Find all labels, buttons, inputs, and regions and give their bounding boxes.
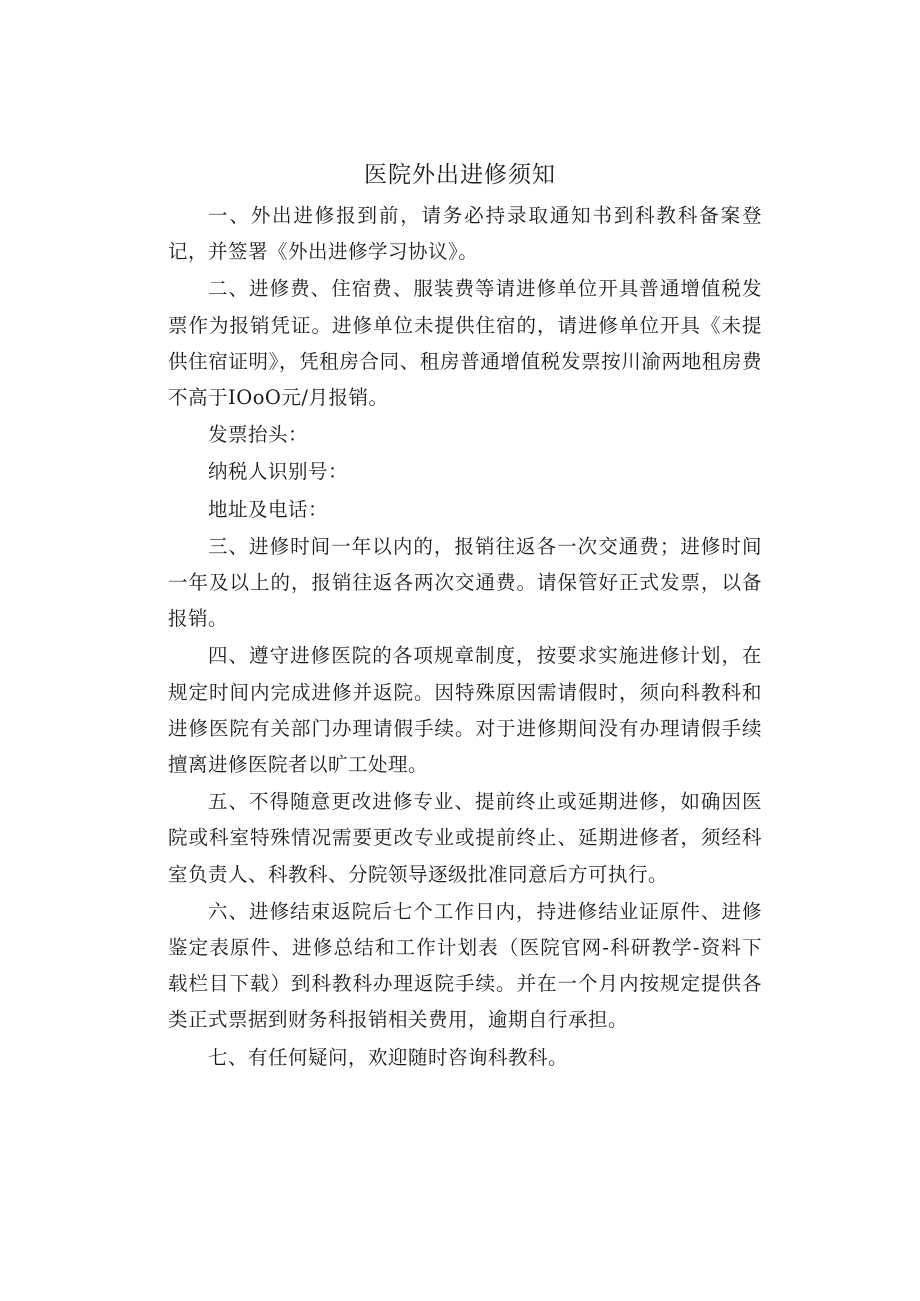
paragraph-transport: 三、进修时间一年以内的，报销往返各一次交通费；进修时间一年及以上的，报销往返各两次交通费。请保管好正式发票，以备报销。 bbox=[168, 534, 762, 631]
paragraph-contact: 七、有任何疑问，欢迎随时咨询科教科。 bbox=[207, 1045, 568, 1069]
paragraph-return: 六、进修结束返院后七个工作日内，持进修结业证原件、进修鉴定表原件、进修总结和工作计划表（医院官网-科研教学-资料下载栏目下载）到科教科办理返院手续。并在一个月内按规定提供各类正式票据到财务科报销相关费用，逾期自行承担。 bbox=[168, 899, 762, 1032]
paragraph-changes: 五、不得随意更改进修专业、提前终止或延期进修，如确因医院或科室特殊情况需要更改专业或提前终止、延期进修者，须经科室负责人、科教科、分院领导逐级批准同意后方可执行。 bbox=[168, 790, 762, 886]
page-title: 医院外出进修须知 bbox=[364, 162, 556, 188]
document-body bbox=[168, 198, 762, 1077]
invoice-header-label: 发票抬头： bbox=[207, 423, 308, 447]
taxpayer-id-label: 纳税人识别号： bbox=[207, 460, 348, 484]
address-phone-label: 地址及电话： bbox=[207, 497, 328, 521]
paragraph-fees: 二、进修费、住宿费、服装费等请进修单位开具普通增值税发票作为报销凭证。进修单位未提供住宿的，请进修单位开具《未提供住宿证明》，凭租房合同、租房普通增值税发票按川渝两地租房费不高于IOoO元/月报销。 bbox=[168, 277, 762, 410]
paragraph-rules: 四、遵守进修医院的各项规章制度，按要求实施进修计划，在规定时间内完成进修并返院。因特殊原因需请假时，须向科教科和进修医院有关部门办理请假手续。对于进修期间没有办理请假手续擅离进修医院者以旷工处理。 bbox=[168, 644, 762, 777]
paragraph-registration: 一、外出进修报到前，请务必持录取通知书到科教科备案登记，并签署《外出进修学习协议》。 bbox=[168, 204, 762, 264]
